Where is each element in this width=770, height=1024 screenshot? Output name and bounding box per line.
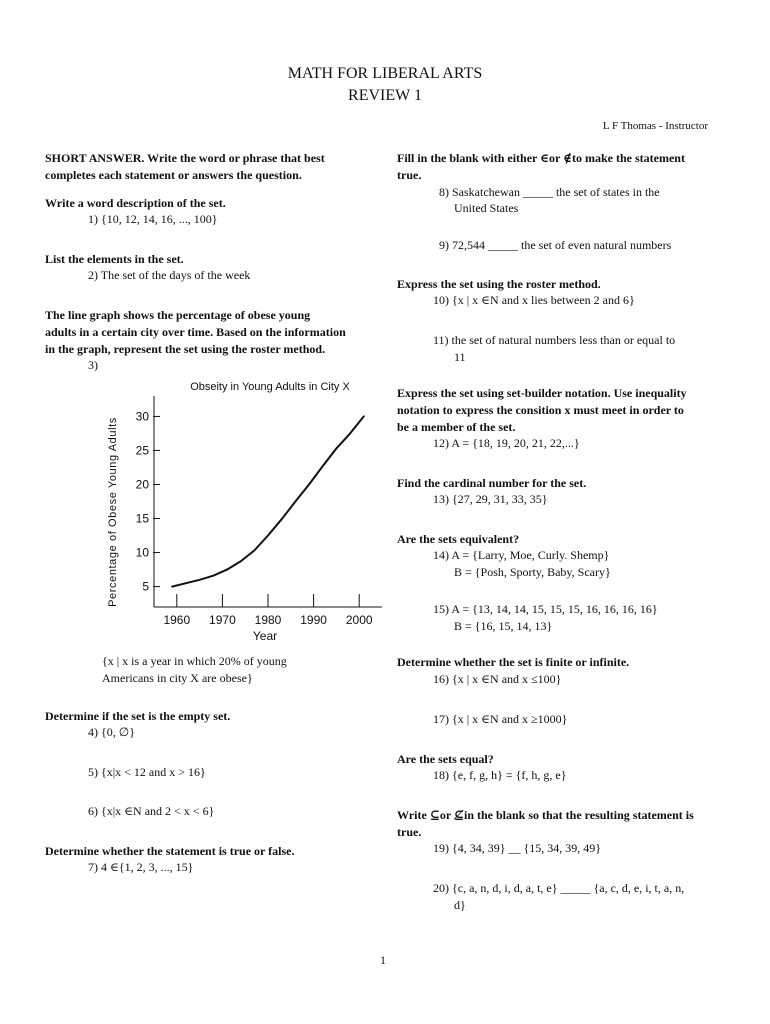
question-8: 8) Saskatchewan _____ the set of states in the [439,185,660,199]
question-14-cont: B = {Posh, Sporty, Baby, Scary} [454,565,611,579]
question-3-set-line-1: {x | x is a year in which 20% of young [102,654,287,668]
chart-axes [154,396,382,607]
section-heading-word-description: Write a word description of the set. [45,196,226,210]
question-5: 5) {x|x < 12 and x > 16} [88,765,206,779]
question-9: 9) 72,544 _____ the set of even natural numbers [439,238,672,252]
section-heading-roster-method: Express the set using the roster method. [397,277,601,291]
graph-instructions-cont: adults in a certain city over time. Based on the information [45,325,346,339]
section-heading-fill-blank: Fill in the blank with either ∈or ∉to make the statement [397,151,685,165]
chart-y-tick-label: 30 [135,409,149,424]
section-heading-set-builder-cont: notation to express the consition x must meet in order to [397,403,684,417]
question-13: 13) {27, 29, 31, 33, 35} [433,492,548,506]
chart-title: Obseity in Young Adults in City X [190,381,350,393]
instructor-name: L F Thomas - Instructor [602,120,708,132]
question-12: 12) A = {18, 19, 20, 21, 22,...} [433,436,580,450]
chart-ticks [136,409,373,627]
section-heading-subset-cont: true. [397,825,422,839]
question-1: 1) {10, 12, 14, 16, ..., 100} [88,212,218,226]
chart-y-tick-label: 10 [135,545,149,560]
question-8-cont: United States [454,201,519,215]
question-16: 16) {x | x ∈N and x ≤100} [433,672,562,686]
chart-y-axis-label: Percentage of Obese Young Adults [107,417,119,607]
question-15-cont: B = {16, 15, 14, 13} [454,619,553,633]
question-14: 14) A = {Larry, Moe, Curly. Shemp} [433,548,610,562]
question-7: 7) 4 ∈{1, 2, 3, ..., 15} [88,860,194,874]
short-answer-instructions-cont: completes each statement or answers the question. [45,168,302,182]
question-19: 19) {4, 34, 39} __ {15, 34, 39, 49} [433,841,602,855]
section-heading-set-builder: Express the set using set-builder notation. Use inequality [397,386,687,400]
section-heading-true-false: Determine whether the statement is true or false. [45,844,295,858]
chart-x-axis-label: Year [252,629,278,643]
chart-x-tick-label: 1970 [209,613,236,627]
section-heading-finite-infinite: Determine whether the set is finite or infinite. [397,655,630,669]
question-2: 2) The set of the days of the week [88,268,251,282]
chart-y-tick-label: 20 [135,477,149,492]
question-3-set-line-2: Americans in city X are obese} [102,671,253,685]
section-heading-equal-sets: Are the sets equal? [397,752,494,766]
section-heading-fill-blank-cont: true. [397,168,422,182]
chart-series [172,416,364,586]
chart-series-line [172,416,364,586]
question-11-cont: 11 [454,350,466,364]
obesity-line-chart [100,374,400,646]
graph-instructions-cont-2: in the graph, represent the set using the roster method. [45,342,326,356]
question-11: 11) the set of natural numbers less than or equal to [433,333,676,347]
chart-x-tick-label: 1980 [254,613,282,627]
question-18: 18) {e, f, g, h} = {f, h, g, e} [433,768,567,782]
page-title: MATH FOR LIBERAL ARTS [287,65,483,82]
section-heading-list-elements: List the elements in the set. [45,252,184,266]
section-heading-equivalent-sets: Are the sets equivalent? [397,532,520,546]
question-20-cont: d} [454,898,466,912]
section-heading-empty-set: Determine if the set is the empty set. [45,709,231,723]
chart-y-tick-label: 15 [135,511,149,526]
section-heading-subset: Write ⊆or ⊈in the blank so that the resulting statement is [397,808,694,822]
chart-x-tick-label: 1960 [163,613,191,627]
section-heading-set-builder-cont-2: be a member of the set. [397,420,516,434]
graph-instructions: The line graph shows the percentage of obese young [45,308,311,322]
question-15: 15) A = {13, 14, 14, 15, 15, 15, 16, 16, 16, 16} [433,602,658,616]
chart-y-tick-label: 5 [142,579,149,594]
short-answer-instructions: SHORT ANSWER. Write the word or phrase that best [45,151,325,165]
page-subtitle: REVIEW 1 [348,87,422,104]
page-number: 1 [380,953,386,967]
chart-x-tick-label: 1990 [300,613,327,627]
question-20: 20) {c, a, n, d, i, d, a, t, e} _____ {a, c, d, e, i, t, a, n, [433,881,685,895]
chart-y-tick-label: 25 [135,443,149,458]
question-4: 4) {0, ∅} [88,725,135,739]
question-3: 3) [88,358,98,372]
question-10: 10) {x | x ∈N and x lies between 2 and 6} [433,293,635,307]
question-17: 17) {x | x ∈N and x ≥1000} [433,712,568,726]
section-heading-cardinal-number: Find the cardinal number for the set. [397,476,587,490]
question-6: 6) {x|x ∈N and 2 < x < 6} [88,804,215,818]
chart-x-tick-label: 2000 [345,613,373,627]
